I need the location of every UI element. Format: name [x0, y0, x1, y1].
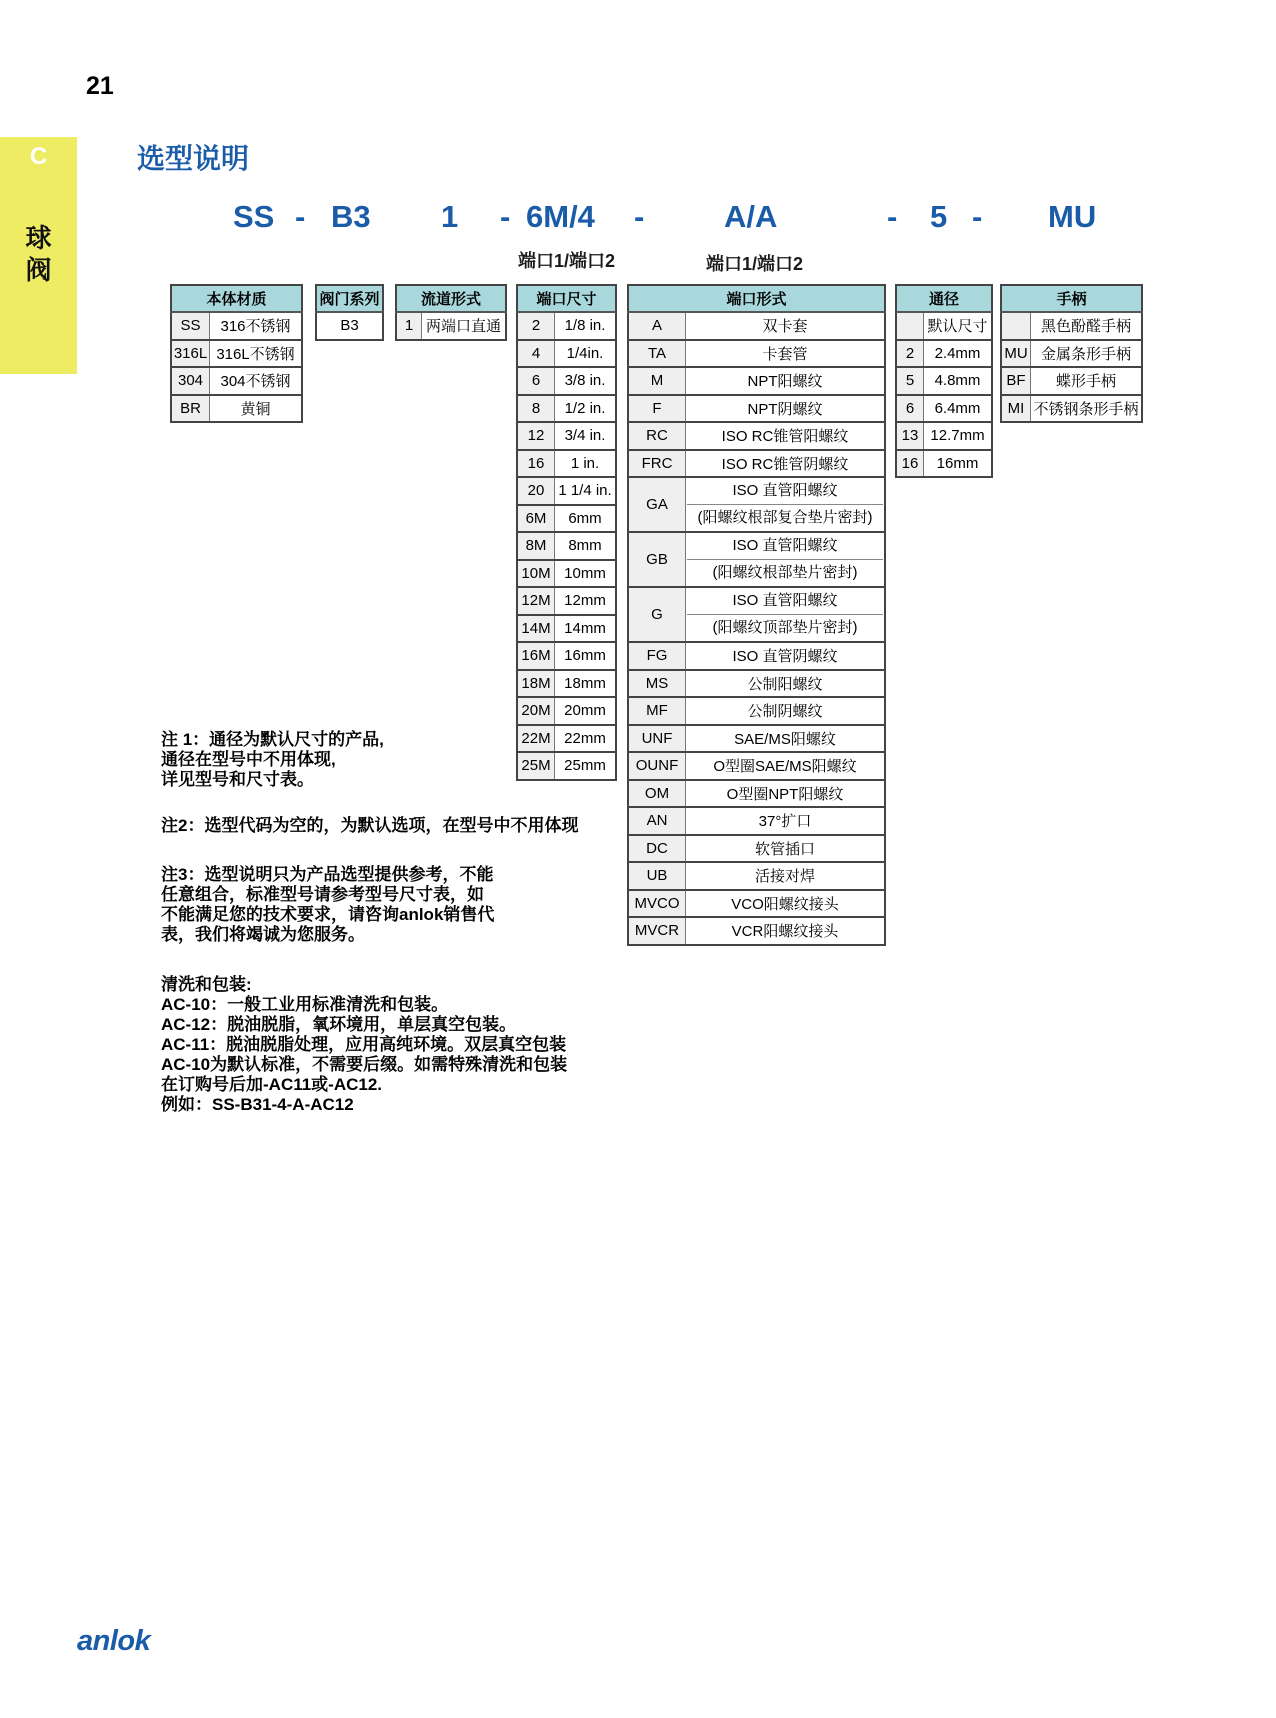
- option-code: 1: [396, 312, 422, 340]
- option-code: M: [628, 367, 686, 395]
- option-code: 16: [896, 450, 924, 478]
- option-description: 25mm: [555, 752, 617, 780]
- option-code: 4: [517, 340, 555, 368]
- option-code: OUNF: [628, 752, 686, 780]
- option-code: RC: [628, 422, 686, 450]
- option-description: VCO阳螺纹接头: [686, 890, 886, 918]
- code-dash: -: [887, 199, 898, 234]
- option-code: MI: [1001, 395, 1031, 423]
- note-line: AC-11：脱油脱脂处理，应用高纯环境。双层真空包装: [161, 1035, 567, 1054]
- table-row: [628, 532, 885, 587]
- cleaning-packaging-note: [161, 975, 567, 1115]
- code-dash: -: [972, 199, 983, 234]
- note-line: 通径在型号中不用体现,: [161, 750, 336, 769]
- note-line: 注2：选型代码为空的，为默认选项，在型号中不用体现: [161, 816, 579, 835]
- code-part-handle: MU: [1048, 199, 1097, 234]
- table-row: [517, 697, 616, 725]
- option-description: 1/4in.: [555, 340, 617, 368]
- option-description: 2.4mm: [924, 340, 993, 368]
- table-header: 本体材质: [171, 285, 302, 312]
- option-description: 双卡套: [686, 312, 886, 340]
- note-2: [161, 816, 578, 836]
- option-description: 默认尺寸: [924, 312, 993, 340]
- option-code: UNF: [628, 725, 686, 753]
- table-row: [1001, 340, 1142, 368]
- table-row: [316, 312, 383, 340]
- option-description: 不锈钢条形手柄: [1031, 395, 1143, 423]
- option-description: O型圈SAE/MS阳螺纹: [686, 752, 886, 780]
- option-code: BF: [1001, 367, 1031, 395]
- option-code: AN: [628, 807, 686, 835]
- code-part-flow: 1: [441, 199, 459, 234]
- option-code: 6: [896, 395, 924, 423]
- option-code: G: [628, 587, 686, 642]
- table-row: [517, 670, 616, 698]
- option-description: NPT阴螺纹: [686, 395, 886, 423]
- table-row: [517, 752, 616, 780]
- table-row: [628, 340, 885, 368]
- option-description: 金属条形手柄: [1031, 340, 1143, 368]
- table-header: 端口尺寸: [517, 285, 616, 312]
- option-code: FRC: [628, 450, 686, 478]
- option-description: 304不锈钢: [210, 367, 303, 395]
- table-header: 流道形式: [396, 285, 506, 312]
- option-description: 18mm: [555, 670, 617, 698]
- note-line: 例如：SS-B31-4-A-AC12: [161, 1095, 354, 1114]
- option-code: 8M: [517, 532, 555, 560]
- option-code: MVCO: [628, 890, 686, 918]
- table-row: [517, 615, 616, 643]
- table-row: [896, 395, 992, 423]
- table-row: [517, 312, 616, 340]
- option-description: 公制阳螺纹: [686, 670, 886, 698]
- option-code: DC: [628, 835, 686, 863]
- table-header: 阀门系列: [316, 285, 383, 312]
- table-row: [896, 312, 992, 340]
- table-row: [896, 450, 992, 478]
- note-line: AC-10为默认标准，不需要后缀。如需特殊清洗和包装: [161, 1055, 568, 1074]
- table-row: [517, 532, 616, 560]
- option-description: 14mm: [555, 615, 617, 643]
- option-code: MF: [628, 697, 686, 725]
- option-code: GB: [628, 532, 686, 587]
- option-code: MVCR: [628, 917, 686, 945]
- option-description: [686, 532, 886, 587]
- table-row: [896, 340, 992, 368]
- side-tab-letter: C: [29, 143, 48, 170]
- page-title: 选型说明: [137, 143, 250, 174]
- table-row: [628, 807, 885, 835]
- option-code: 12: [517, 422, 555, 450]
- table-row: [517, 367, 616, 395]
- table-row: [628, 367, 885, 395]
- side-tab-char: 球: [25, 223, 52, 253]
- option-description: VCR阳螺纹接头: [686, 917, 886, 945]
- option-description: 12mm: [555, 587, 617, 615]
- option-description: 8mm: [555, 532, 617, 560]
- table-row: [517, 477, 616, 505]
- option-description: 16mm: [555, 642, 617, 670]
- note-3: [161, 865, 494, 945]
- option-description: 黄铜: [210, 395, 303, 423]
- option-description: ISO RC锥管阳螺纹: [686, 422, 886, 450]
- port-size-table: [516, 284, 617, 781]
- option-code: 13: [896, 422, 924, 450]
- option-code: 2: [896, 340, 924, 368]
- option-code: UB: [628, 862, 686, 890]
- option-description: ISO RC锥管阴螺纹: [686, 450, 886, 478]
- table-row: [628, 752, 885, 780]
- option-description: 1/2 in.: [555, 395, 617, 423]
- note-line: 不能满足您的技术要求，请咨询anlok销售代: [161, 905, 495, 924]
- option-description: 316L不锈钢: [210, 340, 303, 368]
- code-caption-size: 端口1/端口2: [518, 251, 616, 271]
- option-code: 16: [517, 450, 555, 478]
- code-part-series: B3: [331, 199, 371, 234]
- port-form-table: [627, 284, 886, 946]
- option-description: [686, 587, 886, 642]
- option-description: 10mm: [555, 560, 617, 588]
- table-row: [628, 395, 885, 423]
- bore-table: [895, 284, 993, 478]
- option-code: A: [628, 312, 686, 340]
- option-description: 两端口直通: [422, 312, 507, 340]
- note-line: AC-10：一般工业用标准清洗和包装。: [161, 995, 449, 1014]
- option-code: F: [628, 395, 686, 423]
- table-row: [171, 395, 302, 423]
- option-description: 3/8 in.: [555, 367, 617, 395]
- option-description: 16mm: [924, 450, 993, 478]
- option-code: TA: [628, 340, 686, 368]
- note-line: 详见型号和尺寸表。: [161, 770, 314, 789]
- option-description: 蝶形手柄: [1031, 367, 1143, 395]
- note-line: 任意组合，标准型号请参考型号尺寸表，如: [161, 885, 484, 904]
- table-row: [896, 422, 992, 450]
- description-line: (阳螺纹根部复合垫片密封): [697, 509, 873, 526]
- note-line: 表，我们将竭诚为您服务。: [161, 925, 365, 944]
- table-row: [517, 642, 616, 670]
- flow-path-table: [395, 284, 507, 341]
- code-dash: -: [634, 199, 645, 234]
- option-description: 1/8 in.: [555, 312, 617, 340]
- table-row: [517, 450, 616, 478]
- note-line: 清洗和包装:: [161, 975, 252, 994]
- table-row: [628, 862, 885, 890]
- table-row: [517, 725, 616, 753]
- option-code: [1001, 312, 1031, 340]
- table-row: [628, 587, 885, 642]
- option-description: 黑色酚醛手柄: [1031, 312, 1143, 340]
- option-code: 5: [896, 367, 924, 395]
- table-row: [628, 890, 885, 918]
- option-description: 12.7mm: [924, 422, 993, 450]
- option-code: MS: [628, 670, 686, 698]
- option-code: 18M: [517, 670, 555, 698]
- table-row: [171, 312, 302, 340]
- option-description: [686, 477, 886, 532]
- table-row: [517, 560, 616, 588]
- table-row: [628, 450, 885, 478]
- option-code: 316L: [171, 340, 210, 368]
- option-code: SS: [171, 312, 210, 340]
- option-description: SAE/MS阳螺纹: [686, 725, 886, 753]
- option-code: GA: [628, 477, 686, 532]
- option-description: 1 1/4 in.: [555, 477, 617, 505]
- option-code: 2: [517, 312, 555, 340]
- option-code: 20M: [517, 697, 555, 725]
- option-description: ISO 直管阴螺纹: [686, 642, 886, 670]
- code-part-bore: 5: [930, 199, 948, 234]
- option-code: MU: [1001, 340, 1031, 368]
- table-row: [628, 642, 885, 670]
- description-line: ISO 直管阳螺纹: [687, 588, 883, 615]
- table-row: [628, 917, 885, 945]
- option-description: 活接对焊: [686, 862, 886, 890]
- code-part-material: SS: [233, 199, 275, 234]
- page-number: 21: [86, 72, 114, 100]
- code-part-form: A/A: [724, 199, 778, 234]
- option-code: 6: [517, 367, 555, 395]
- option-description: 6mm: [555, 505, 617, 533]
- option-description: O型圈NPT阳螺纹: [686, 780, 886, 808]
- table-row: [517, 340, 616, 368]
- option-description: 4.8mm: [924, 367, 993, 395]
- option-code: 16M: [517, 642, 555, 670]
- table-row: [628, 670, 885, 698]
- table-row: [517, 587, 616, 615]
- table-header: 端口形式: [628, 285, 885, 312]
- option-description: NPT阳螺纹: [686, 367, 886, 395]
- table-row: [628, 725, 885, 753]
- option-description: 公制阴螺纹: [686, 697, 886, 725]
- option-description: 37°扩口: [686, 807, 886, 835]
- table-row: [1001, 395, 1142, 423]
- table-row: [517, 505, 616, 533]
- note-1: [161, 730, 384, 790]
- code-part-size: 6M/4: [526, 199, 595, 234]
- body-material-table: [170, 284, 303, 423]
- option-description: 6.4mm: [924, 395, 993, 423]
- description-line: ISO 直管阳螺纹: [687, 533, 883, 560]
- option-description: 软管插口: [686, 835, 886, 863]
- option-description: 1 in.: [555, 450, 617, 478]
- option-code: 20: [517, 477, 555, 505]
- code-dash: -: [295, 199, 306, 234]
- table-row: [628, 422, 885, 450]
- table-cell: B3: [316, 312, 383, 340]
- option-code: 22M: [517, 725, 555, 753]
- table-row: [171, 340, 302, 368]
- option-description: 22mm: [555, 725, 617, 753]
- table-row: [517, 422, 616, 450]
- option-description: 卡套管: [686, 340, 886, 368]
- option-code: 10M: [517, 560, 555, 588]
- option-description: 316不锈钢: [210, 312, 303, 340]
- table-row: [517, 395, 616, 423]
- table-row: [628, 780, 885, 808]
- description-line: (阳螺纹顶部垫片密封): [712, 619, 858, 636]
- description-line: ISO 直管阳螺纹: [687, 478, 883, 505]
- note-line: 注 1：通径为默认尺寸的产品,: [161, 730, 384, 749]
- table-row: [1001, 312, 1142, 340]
- note-line: 注3：选型说明只为产品选型提供参考，不能: [161, 865, 494, 884]
- table-header: 通径: [896, 285, 992, 312]
- anlok-logo: anlok: [77, 1625, 151, 1657]
- option-code: 12M: [517, 587, 555, 615]
- table-row: [628, 697, 885, 725]
- side-tab-label: [0, 222, 77, 286]
- side-tab-char: 阀: [25, 255, 52, 285]
- option-code: 25M: [517, 752, 555, 780]
- table-header: 手柄: [1001, 285, 1142, 312]
- code-caption-form: 端口1/端口2: [706, 254, 804, 274]
- table-row: [628, 312, 885, 340]
- option-code: 304: [171, 367, 210, 395]
- note-line: AC-12：脱油脱脂，氧环境用，单层真空包装。: [161, 1015, 517, 1034]
- code-dash: -: [500, 199, 511, 234]
- option-code: BR: [171, 395, 210, 423]
- table-row: [896, 367, 992, 395]
- option-code: [896, 312, 924, 340]
- table-row: [1001, 367, 1142, 395]
- valve-series-table: [315, 284, 384, 341]
- option-code: OM: [628, 780, 686, 808]
- note-line: 在订购号后加-AC11或-AC12.: [161, 1075, 383, 1094]
- table-row: [171, 367, 302, 395]
- option-description: 20mm: [555, 697, 617, 725]
- table-row: [396, 312, 506, 340]
- option-code: 8: [517, 395, 555, 423]
- option-code: 14M: [517, 615, 555, 643]
- option-code: FG: [628, 642, 686, 670]
- description-line: (阳螺纹根部垫片密封): [712, 564, 858, 581]
- handle-table: [1000, 284, 1143, 423]
- option-description: 3/4 in.: [555, 422, 617, 450]
- option-code: 6M: [517, 505, 555, 533]
- table-row: [628, 835, 885, 863]
- table-row: [628, 477, 885, 532]
